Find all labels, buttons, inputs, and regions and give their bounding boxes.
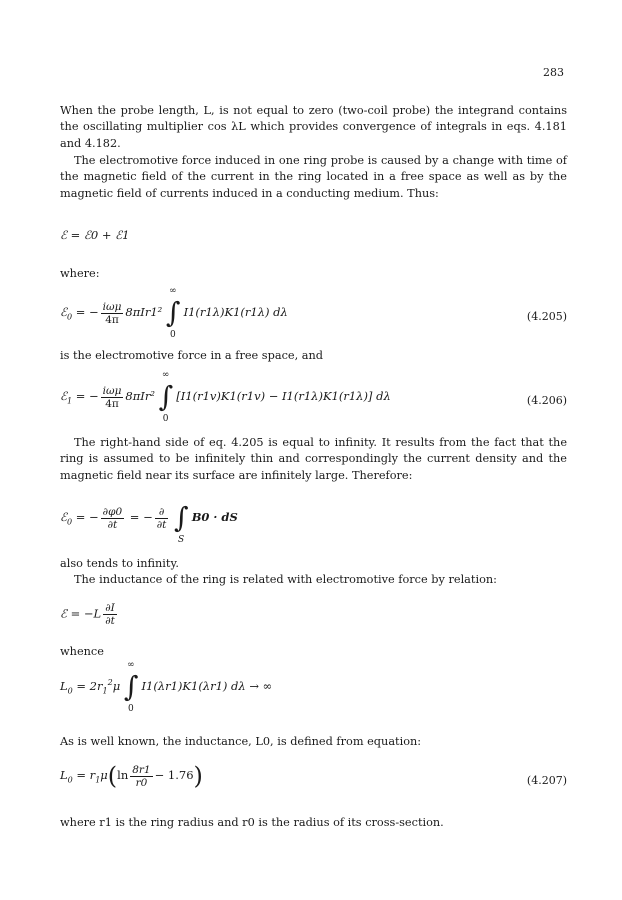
equation-4206: ℰ$_1$ = − $\frac{\text{iωμ}}{4\pi}$ 8πIr² ∞ ∫ 0 [I1(r1v)K1(r1v) − I1(r1λ)K1(r1λ)] dλ (4.206) [60, 370, 567, 424]
integral-sign: ∞ ∫ 0 [158, 370, 174, 424]
paragraph-emf-cause: The electromotive force induced in one ring probe is caused by a change with time of the magnetic field of the current in the ring located in a free space as well as by the magnetic field of currents induced in a conducting medium. Thus: [60, 154, 567, 200]
paragraph-infinity: The right-hand side of eq. 4.205 is equal to infinity. It results from the fact that the ring is assumed to be infinitely thin and correspondingly the current density and the magnetic field near its surface are infinitely large. Therefore: [60, 436, 567, 482]
paragraph-where: where: [60, 267, 100, 280]
surface-integral-sign: ∫ S [174, 501, 189, 545]
paragraph-free-space: is the electromotive force in a free space, and [60, 349, 324, 362]
equation-4207: $L_0 = r_1\mu(\ln$ $\frac{8r1}{r0}$ − 1.76) (4.207) [60, 762, 567, 790]
integral-sign: ∞ ∫ 0 [123, 660, 139, 714]
integral-sign: ∞ ∫ 0 [165, 286, 181, 340]
paragraph-well-known: As is well known, the inductance, L0, is defined from equation: [60, 735, 422, 748]
paragraph-whence: whence [60, 645, 104, 658]
equation-number-4205: (4.205) [526, 310, 567, 323]
page-number: 283 [543, 66, 564, 79]
equation-4205: ℰ$_0$ = − $\frac{\text{iωμ}}{4\pi}$ 8πIr1² ∞ ∫ 0 I1(r1λ)K1(r1λ) dλ (4.205) [60, 286, 567, 340]
equation-l0-infinite: $L_0 = 2r_1^2\mu$ ∞ ∫ 0 I1(λr1)K1(λr1) dλ → ∞ [60, 660, 273, 714]
paragraph-probe-length: When the probe length, L, is not equal to zero (two-coil probe) the integrand contains the oscillating multiplier cos λL which provides convergence of integrals in eqs. 4.181 and 4.182. [60, 104, 567, 150]
equation-number-4206: (4.206) [526, 394, 567, 407]
equation-emf-sum: ℰ = ℰ0 + ℰ1 [60, 228, 130, 242]
paragraph-ring-radius: where r1 is the ring radius and r0 is the radius of its cross-section. [60, 816, 444, 829]
equation-number-4207: (4.207) [526, 774, 567, 787]
equation-inductance: ℰ = −L $\frac{\partial I}{\partial t}$ [60, 602, 115, 627]
equation-flux: ℰ$_0$ = − $\frac{\partial\varphi 0}{\partial t}$ = − $\frac{\partial}{\partial t}$ ∫ S B0 · dS [60, 501, 238, 545]
paragraph-also-tends: also tends to infinity. [60, 557, 179, 570]
paragraph-inductance-relation: The inductance of the ring is related with electromotive force by relation: [74, 573, 497, 586]
